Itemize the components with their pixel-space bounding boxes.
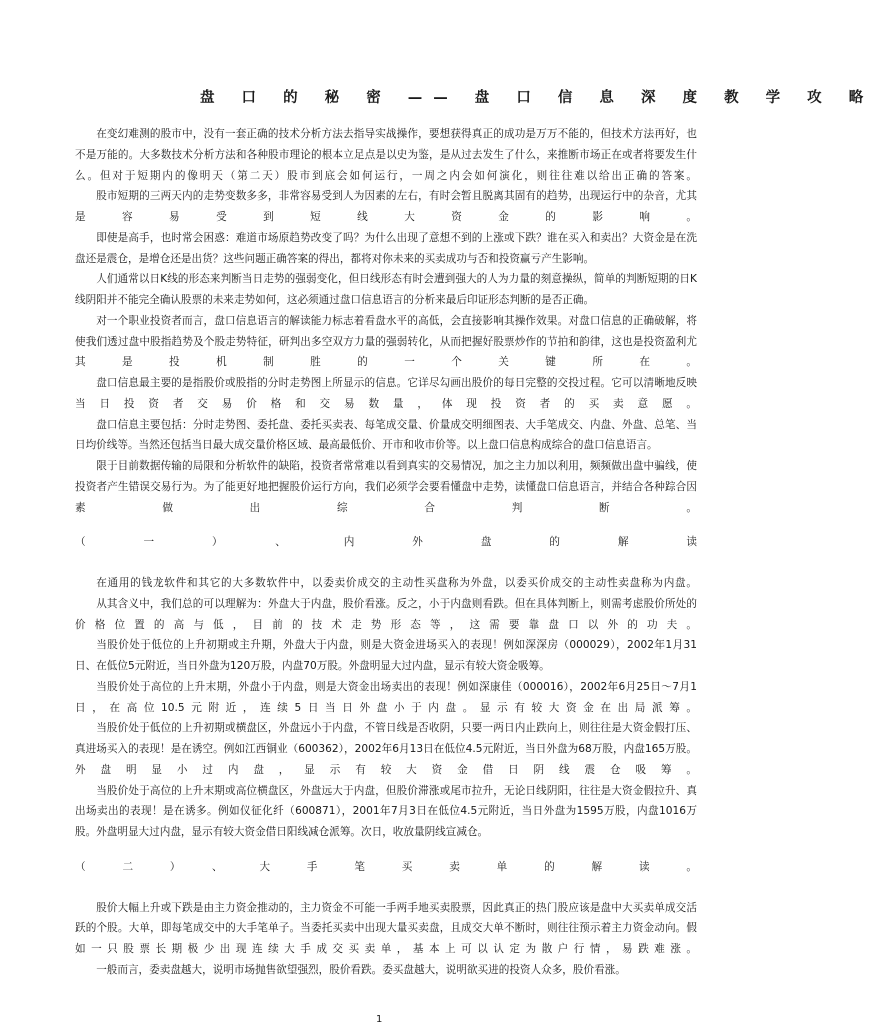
paragraph-example-trap-long: 当股价处于高位的上升末期或高位横盘区，外盘远大于内盘，但股价滞涨或尾市拉升，无论日线阴阳，往往是大资金假拉升、真出场卖出的表现！是在诱多。例如仪征化纤（600871），2001年7月3日在低位4.5元附近，当日外盘为1595万股，内盘1016万股。外盘明显大过内盘，显示有较大资金借日阳线减仓派筹。次日，收放量阴线宣减仓。: [75, 784, 697, 838]
paragraph-professional: 对一个职业投资者而言，盘口信息语言的解读能力标志着看盘水平的高低，会直接影响其操作效果。对盘口信息的正确破解，将使我们透过盘中股指趋势及个股走势特征，研判出多空双方力量的强弱转化，从而把握好股票炒作的节拍和韵律，这也是投资盈利尤其是投机制胜的一个关键所在。: [75, 314, 697, 369]
paragraph-meaning: 从其含义中，我们总的可以理解为：外盘大于内盘，股价看涨。反之，小于内盘则看跌。但在具体判断上，则需考虑股价所处的价格位置的高与低，目前的技术走势形态等，这需要靠盘口以外的功夫。: [75, 597, 697, 631]
paragraph-experts: 即使是高手，也时常会困惑：难道市场原趋势改变了吗？为什么出现了意想不到的上涨或下跌？谁在买入和卖出？大资金是在洗盘还是震仓，是增仓还是出货？这些问题正确答案的得出，都将对你未来的买卖成功与否和投资赢亏产生影响。: [75, 231, 697, 265]
paragraph-short-term: 股市短期的三两天内的走势变数多多，非常容易受到人为因素的左右，有时会暂且脱离其固有的趋势，出现运行中的杂音，尤其是容易受到短线大资金的影响。: [75, 190, 697, 223]
paragraph-kline: 人们通常以日K线的形态来判断当日走势的强弱变化，但日线形态有时会遭到强大的人为力量的刻意操纵，简单的判断短期的日K线阴阳并不能完全确认股票的未来走势如何，这必须通过盘口信息语言的分析来最后印证形态判断的是否正确。: [75, 273, 697, 306]
paragraph-example-trap-short: 当股价处于低位的上升初期或横盘区，外盘远小于内盘，不管日线是否收阴，只要一两日内止跌向上，则往往是大资金假打压、真进场买入的表现！是在诱空。例如江西铜业（600362），2002年6月13日在低位4.5元附近，当日外盘为68万股，内盘165万股。外盘明显小过内盘，显示有较大资金借日阴线震仓吸筹。: [75, 722, 697, 776]
paragraph-main-info: 盘口信息最主要的是指股价或股指的分时走势图上所显示的信息。它详尽勾画出股价的每日完整的交投过程。它可以清晰地反映当日投资者交易价格和交易数量，体现投资者的买卖意愿。: [75, 377, 697, 410]
paragraph-example-low: 当股价处于低位的上升初期或主升期，外盘大于内盘，则是大资金进场买入的表现！例如深深房（000029），2002年1月31日、在低位5元附近，当日外盘为120万股，内盘70万股。外盘明显大过内盘，显示有较大资金吸筹。: [75, 639, 697, 672]
page-number: 1: [376, 1014, 383, 1025]
paragraph-big-orders: 股价大幅上升或下跌是由主力资金推动的，主力资金不可能一手两手地买卖股票，因此真正的热门股应该是盘中大买卖单成交活跃的个股。大单，即每笔成交中的大手笔单子。当委托买卖中出现大量买卖盘，且成交大单不断时，则往往预示着主力资金动向。假如一只股票长期极少出现连续大手成交买卖单，基本上可以认定为散户行情，易跌难涨。: [75, 901, 697, 955]
paragraph-intro: 在变幻难测的股市中，没有一套正确的技术分析方法去指导实战操作，要想获得真正的成功是万万不能的，但技术方法再好，也不是万能的。大多数技术分析方法和各种股市理论的根本立足点是以史为鉴，是从过去发生了什么，来推断市场正在或者将要发生什么。但对于短期内的像明天（第二天）股市到底会如何运行，一周之内会如何演化，则往往难以给出正确的答案。: [75, 128, 697, 182]
section-heading-1: （一）、内外盘的解读: [75, 536, 697, 549]
document-body: [75, 124, 697, 981]
paragraph-info-contents: 盘口信息主要包括：分时走势图、委托盘、委托买卖表、每笔成交量、价量成交明细图表、大手笔成交、内盘、外盘、总笔、当日均价线等。当然还包括当日最大成交量价格区域、最高最低价、开市和收市价等。以上盘口信息构成综合的盘口信息语言。: [75, 418, 697, 452]
paragraph-order-book: 一般而言，委卖盘越大，说明市场抛售欲望强烈，股价看跌。委买盘越大，说明欲买进的投资人众多，股价看涨。: [96, 963, 626, 976]
paragraph-example-high: 当股价处于高位的上升末期，外盘小于内盘，则是大资金出场卖出的表现！例如深康佳（000016），2002年6月25日～7月1日，在高位10.5元附近，连续5日当日外盘小于内盘。显示有较大资金在出局派筹。: [75, 680, 697, 714]
document-title: 盘 口 的 秘 密 —— 盘 口 信 息 深 度 教 学 攻 略: [200, 90, 874, 106]
paragraph-limitations: 限于目前数据传输的局限和分析软件的缺陷，投资者常常难以看到真实的交易情况，加之主力加以利用，频频做出盘中骗线，使投资者产生错误交易行为。为了能更好地把握股价运行方向，我们必须学会要看懂盘中走势，读懂盘口信息语言，并结合各种踪合因素做出综合判断。: [75, 460, 697, 514]
paragraph-definition: 在通用的钱龙软件和其它的大多数软件中，以委卖价成交的主动性买盘称为外盘，以委买价成交的主动性卖盘称为内盘。: [96, 577, 697, 589]
section-heading-2: （二）、大手笔买卖单的解读。: [75, 860, 697, 873]
